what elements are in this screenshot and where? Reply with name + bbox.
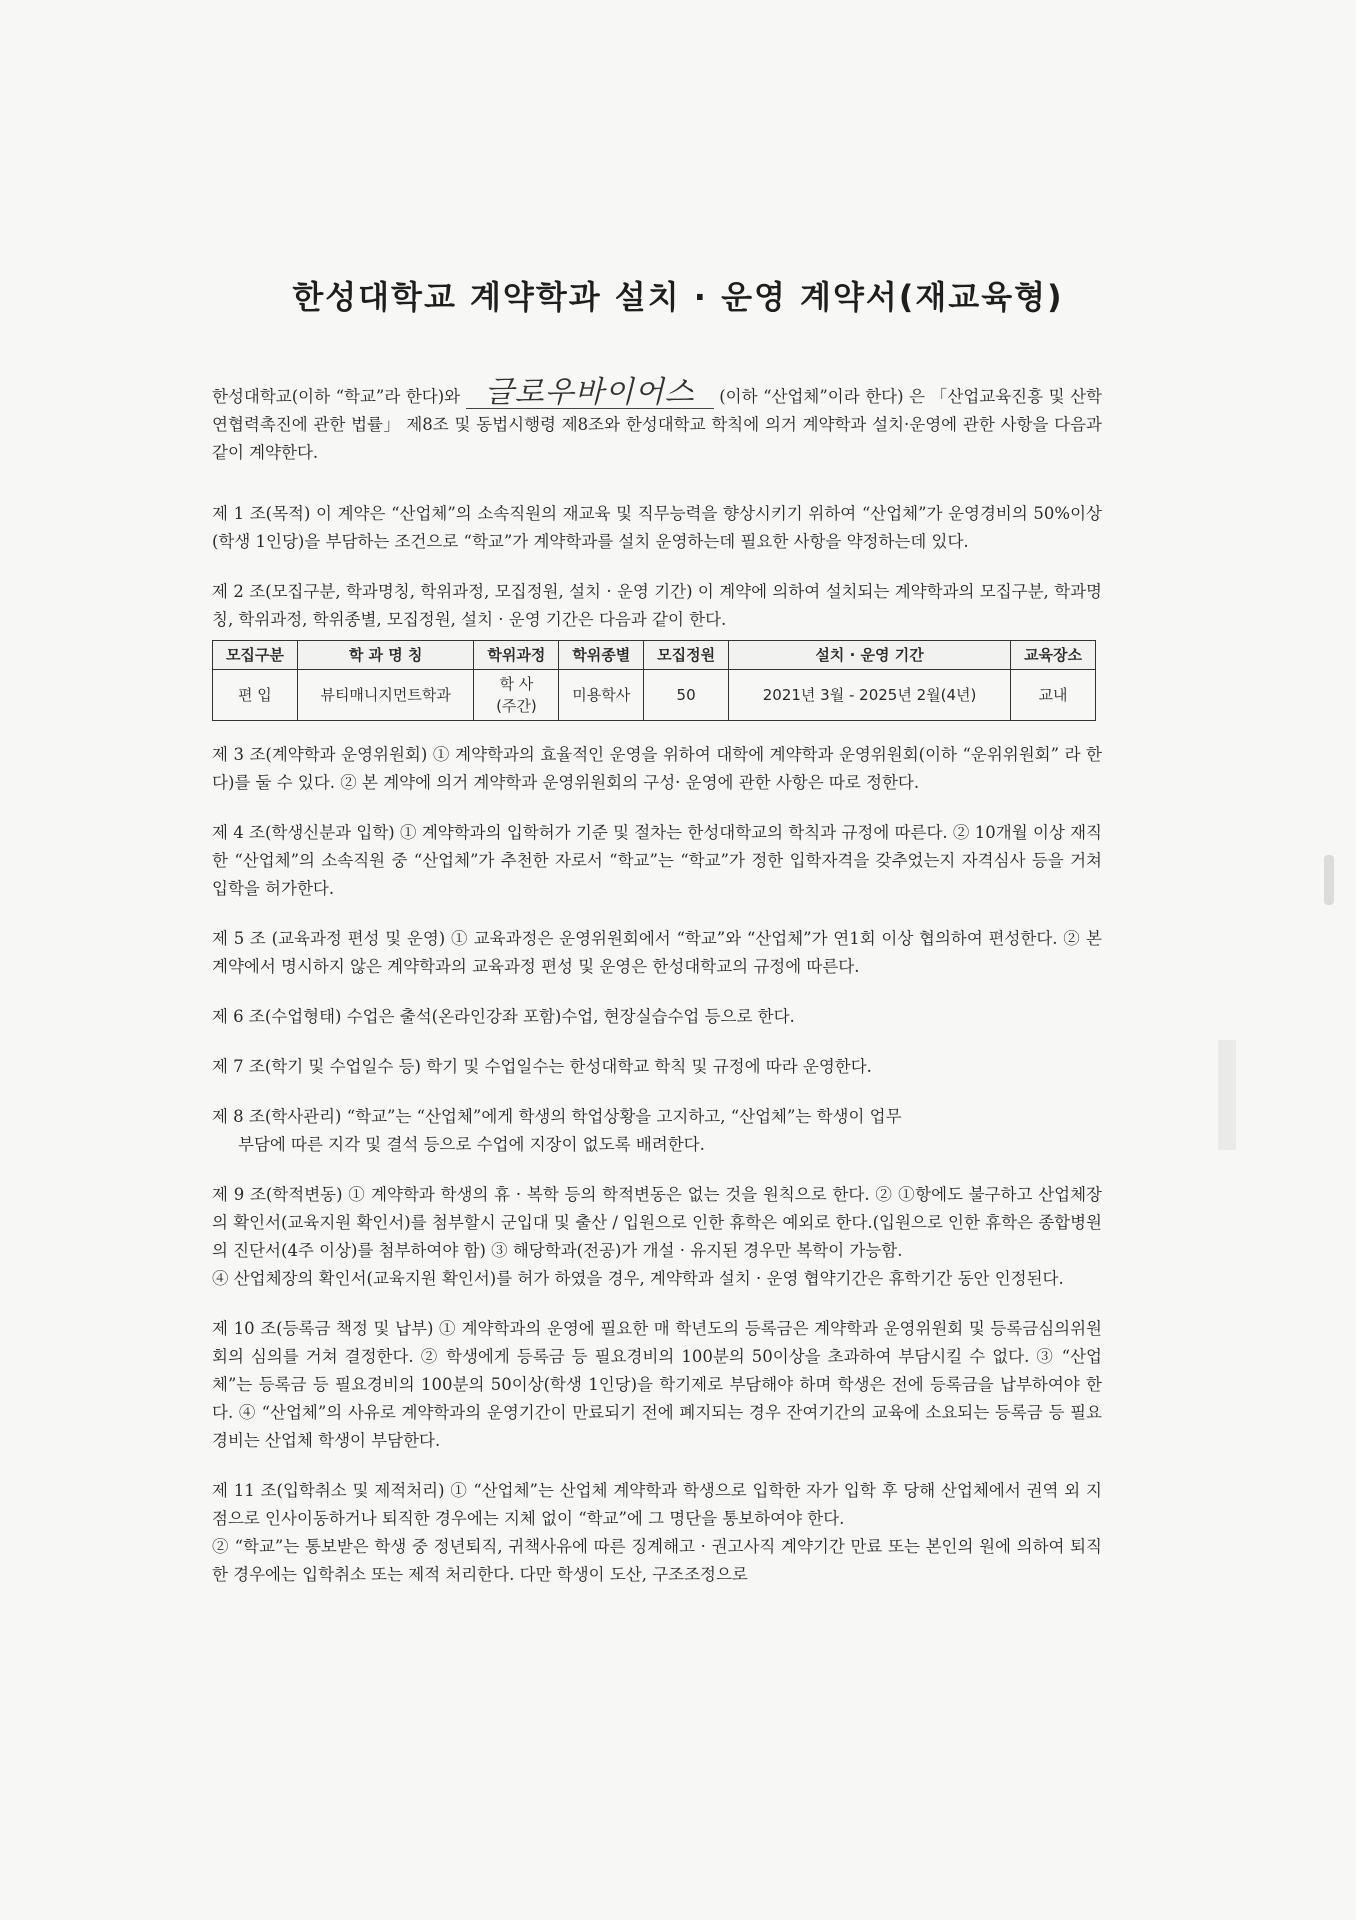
scan-artifact: [1324, 855, 1334, 905]
header-dept: 학 과 명 칭: [297, 641, 474, 670]
article-8: [212, 1103, 1102, 1159]
cell-period: 2021년 3월 - 2025년 2월(4년): [729, 670, 1011, 721]
header-degree: 학위과정: [474, 641, 559, 670]
cell-category: 편 입: [213, 670, 298, 721]
intro-rest: 은 「산업교육진흥 및 산학연협력촉진에 관한 법률」 제8조 및 동법시행령 제8조와 한성대학교 학칙에 의거 계약학과 설치·운영에 관한 사항을 다음과 같이 계약한다.: [212, 387, 1102, 462]
article-11: 제 11 조(입학취소 및 제적처리) ① “산업체”는 산업체 계약학과 학생으로 입학한 자가 입학 후 당해 산업체에서 권역 외 지점으로 인사이동하거나 퇴직한 경우에는 지체 없이 “학교”에 그 명단을 통보하여야 한다.: [212, 1481, 1102, 1528]
cell-degree: [474, 670, 559, 721]
intro-paragraph: [212, 375, 1102, 467]
articles: [212, 500, 1102, 1611]
article-4: 제 4 조(학생신분과 입학) ① 계약학과의 입학허가 기준 및 절차는 한성대학교의 학칙과 규정에 따른다. ② 10개월 이상 재직한 “산업체”의 소속직원 중 “산업체”가 추천한 자로서 “학교”는 “학교”가 정한 입학자격을 갖추었는지 자격심사 등을 거쳐 입학을 허가한다.: [212, 823, 1102, 898]
document-title: 한성대학교 계약학과 설치 · 운영 계약서(재교육형): [292, 278, 1064, 316]
handwritten-company-name: 글로우바이어스: [466, 378, 714, 409]
article-5: 제 5 조 (교육과정 편성 및 운영) ① 교육과정은 운영위원회에서 “학교”와 “산업체”가 연1회 이상 협의하여 편성한다. ② 본 계약에서 명시하지 않은 계약학과의 교육과정 편성 및 운영은 한성대학교의 규정에 따른다.: [212, 929, 1102, 976]
recruitment-table: [212, 640, 1096, 721]
article-10: 제 10 조(등록금 책정 및 납부) ① 계약학과의 운영에 필요한 매 학년도의 등록금은 계약학과 운영위원회 및 등록금심의위원회의 심의를 거쳐 결정한다. ② 학생에게 등록금 등 필요경비의 100분의 50이상을 초과하여 부담시킬 수 없다. ③ “산업체”는 등록금 등 필요경비의 100분의 50이상(학생 1인당)을 학기제로 부담해야 하며 학생은 전에 등록금을 납부하여야 한다. ④ “산업체”의 사유로 계약학과의 운영기간이 만료되기 전에 폐지되는 경우 잔여기간의 교육에 소요되는 등록금 등 필요 경비는 산업체 학생이 부담한다.: [212, 1319, 1102, 1450]
header-quota: 모집정원: [644, 641, 729, 670]
article-8-line2: 부담에 따른 지각 및 결석 등으로 수업에 지장이 없도록 배려한다.: [238, 1135, 705, 1154]
article-9: 제 9 조(학적변동) ① 계약학과 학생의 휴 · 복학 등의 학적변동은 없는 것을 원칙으로 한다. ② ①항에도 불구하고 산업체장의 확인서(교육지원 확인서)를 첨부할시 군입대 및 출산 / 입원으로 인한 휴학은 예외로 한다.(입원으로 인한 휴학은 종합병원의 진단서(4주 이상)를 첨부하여야 함) ③ 해당학과(전공)가 개설 · 유지된 경우만 복학이 가능함.: [212, 1185, 1102, 1260]
article-8-line1: 제 8 조(학사관리) “학교”는 “산업체”에게 학생의 학업상황을 고지하고, “산업체”는 학생이 업무: [212, 1107, 902, 1126]
cell-degree-line1: 학 사: [499, 675, 534, 693]
header-period: 설치 · 운영 기간: [729, 641, 1011, 670]
header-degree-type: 학위종별: [559, 641, 644, 670]
intro-part1: 한성대학교(이하 “학교”라 한다)와: [212, 387, 461, 406]
article-3: 제 3 조(계약학과 운영위원회) ① 계약학과의 효율적인 운영을 위하여 대학에 계약학과 운영위원회(이하 “운위위원회” 라 한다)를 둘 수 있다. ② 본 계약에 의거 계약학과 운영위원회의 구성· 운영에 관한 사항은 따로 정한다.: [212, 745, 1102, 792]
intro-part2: (이하 “산업체”이라 한다): [719, 387, 904, 406]
header-category: 모집구분: [213, 641, 298, 670]
cell-degree-line2: (주간): [496, 697, 537, 715]
article-9-item4: ④ 산업체장의 확인서(교육지원 확인서)를 허가 하였을 경우, 계약학과 설치 · 운영 협약기간은 휴학기간 동안 인정된다.: [212, 1269, 1064, 1288]
article-6: 제 6 조(수업형태) 수업은 출석(온라인강좌 포함)수업, 현장실습수업 등으로 한다.: [212, 1007, 795, 1026]
table-header-row: [213, 641, 1096, 670]
scan-artifact: [1218, 1040, 1236, 1150]
cell-degree-type: 미용학사: [559, 670, 644, 721]
table-row: [213, 670, 1096, 721]
cell-quota: 50: [644, 670, 729, 721]
article-7: 제 7 조(학기 및 수업일수 등) 학기 및 수업일수는 한성대학교 학칙 및 규정에 따라 운영한다.: [212, 1057, 872, 1076]
article-2: 제 2 조(모집구분, 학과명칭, 학위과정, 모집정원, 설치 · 운영 기간) 이 계약에 의하여 설치되는 계약학과의 모집구분, 학과명칭, 학위과정, 학위종별, 모집정원, 설치 · 운영 기간은 다음과 같이 한다.: [212, 582, 1102, 629]
article-11-item2: ② “학교”는 통보받은 학생 중 정년퇴직, 귀책사유에 따른 징계해고 · 권고사직 계약기간 만료 또는 본인의 원에 의하여 퇴직한 경우에는 입학취소 또는 제적 처리한다. 다만 학생이 도산, 구조조정으로: [212, 1537, 1102, 1584]
cell-location: 교내: [1011, 670, 1096, 721]
header-location: 교육장소: [1011, 641, 1096, 670]
cell-dept: 뷰티매니지먼트학과: [297, 670, 474, 721]
intro-line1: [212, 375, 909, 410]
article-1: 제 1 조(목적) 이 계약은 “산업체”의 소속직원의 재교육 및 직무능력을 향상시키기 위하여 “산업체”가 운영경비의 50%이상(학생 1인당)을 부담하는 조건으로 “학교”가 계약학과를 설치 운영하는데 필요한 사항을 약정하는데 있다.: [212, 504, 1102, 551]
